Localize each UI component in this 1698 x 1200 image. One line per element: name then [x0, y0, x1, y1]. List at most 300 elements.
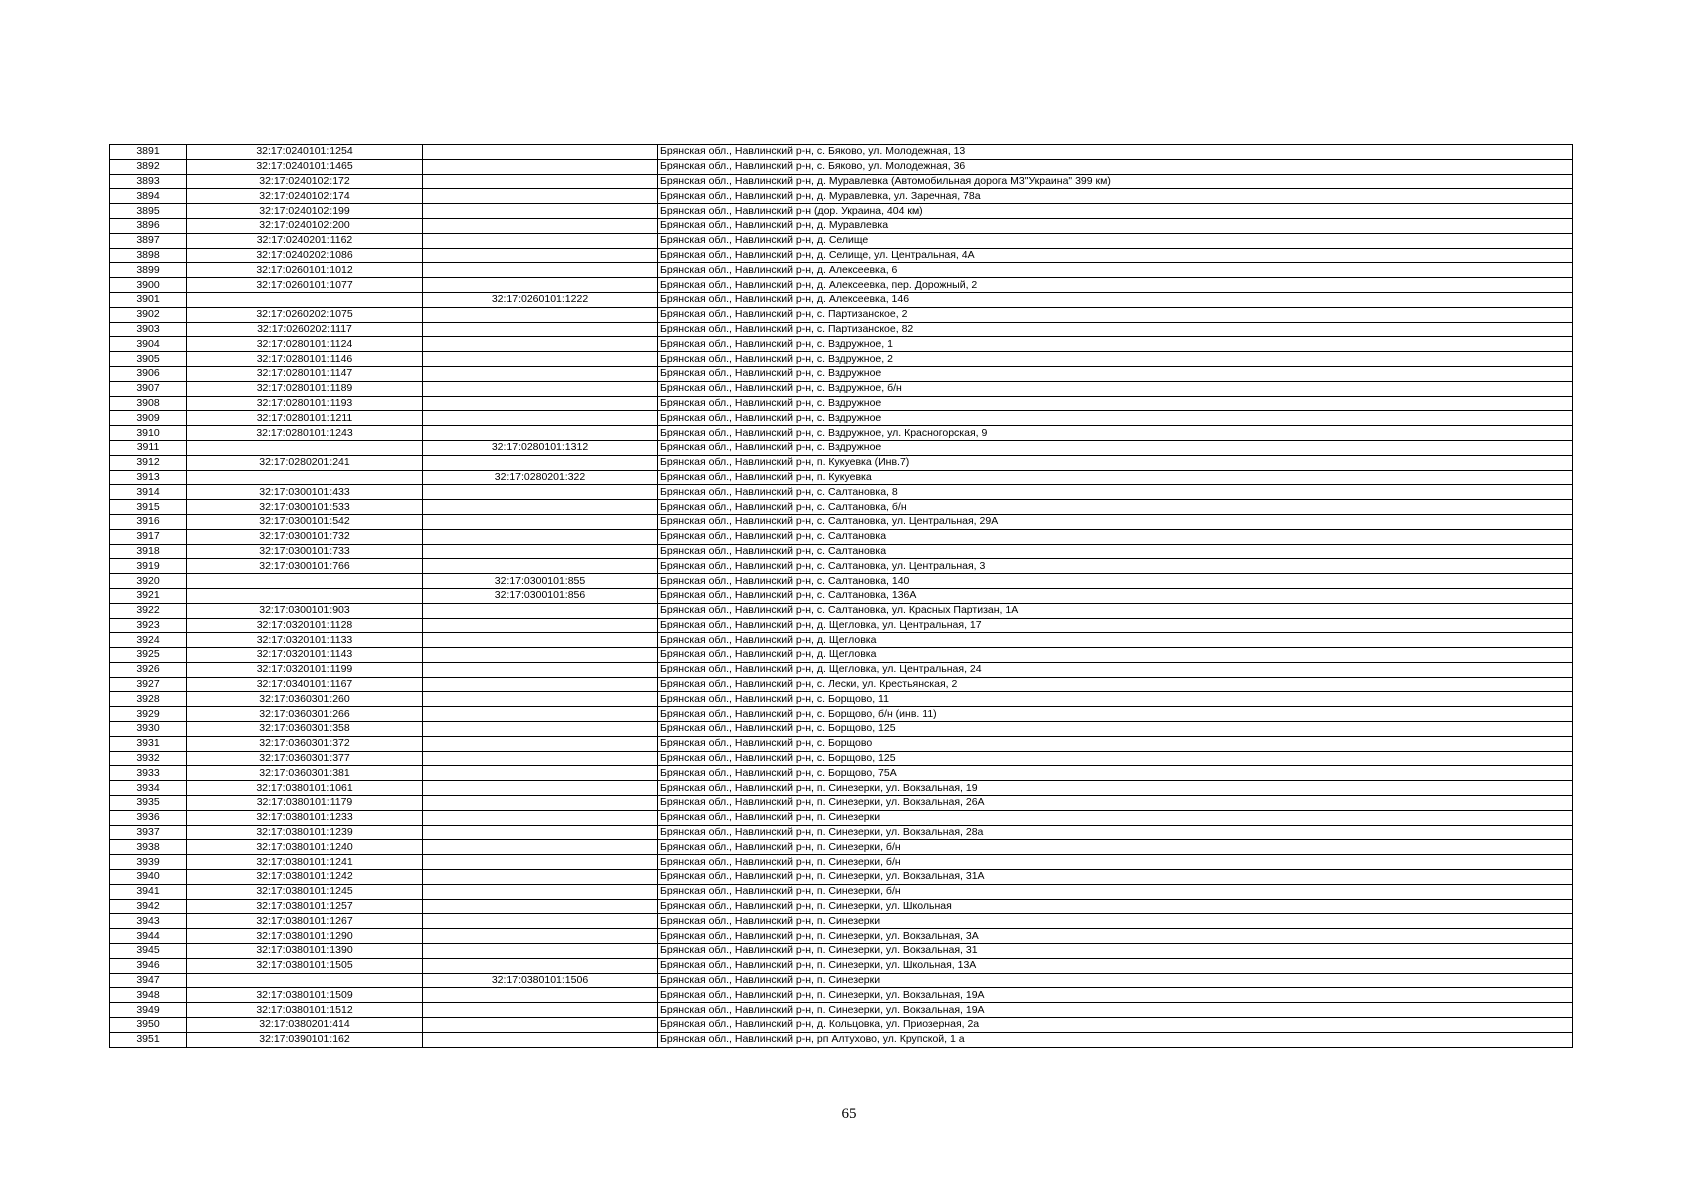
table-row	[110, 648, 1573, 663]
cadastral-number-cell: 32:17:0280101:1147	[187, 366, 423, 381]
cadastral-number-alt-cell	[423, 248, 658, 263]
cadastral-number-cell: 32:17:0280201:241	[187, 455, 423, 470]
cadastral-number-alt-cell	[423, 1003, 658, 1018]
row-number-cell: 3924	[110, 633, 187, 648]
cadastral-number-alt-cell	[423, 751, 658, 766]
table-row	[110, 855, 1573, 870]
cadastral-number-cell	[187, 574, 423, 589]
table-row	[110, 470, 1573, 485]
address-cell: Брянская обл., Навлинский р-н, с. Вздружное, 2	[658, 352, 1573, 367]
address-cell: Брянская обл., Навлинский р-н, с. Вздружное, б/н	[658, 381, 1573, 396]
address-cell: Брянская обл., Навлинский р-н, с. Вздружное	[658, 440, 1573, 455]
cadastral-number-alt-cell	[423, 529, 658, 544]
table-row	[110, 337, 1573, 352]
row-number-cell: 3944	[110, 929, 187, 944]
cadastral-number-alt-cell	[423, 944, 658, 959]
cadastral-number-cell: 32:17:0380101:1512	[187, 1003, 423, 1018]
cadastral-number-alt-cell	[423, 411, 658, 426]
cadastral-number-cell	[187, 292, 423, 307]
cadastral-number-cell: 32:17:0320101:1133	[187, 633, 423, 648]
table-row	[110, 736, 1573, 751]
table-row	[110, 603, 1573, 618]
cadastral-number-alt-cell	[423, 633, 658, 648]
row-number-cell: 3938	[110, 840, 187, 855]
cadastral-number-alt-cell	[423, 870, 658, 885]
table-row	[110, 810, 1573, 825]
row-number-cell: 3941	[110, 884, 187, 899]
cadastral-number-alt-cell	[423, 174, 658, 189]
table-row	[110, 751, 1573, 766]
cadastral-number-alt-cell	[423, 366, 658, 381]
row-number-cell: 3919	[110, 559, 187, 574]
table-row	[110, 544, 1573, 559]
address-cell: Брянская обл., Навлинский р-н, с. Салтановка, ул. Центральная, 29А	[658, 514, 1573, 529]
cadastral-number-alt-cell	[423, 825, 658, 840]
address-cell: Брянская обл., Навлинский р-н, с. Салтановка, б/н	[658, 500, 1573, 515]
row-number-cell: 3911	[110, 440, 187, 455]
cadastral-number-cell: 32:17:0380101:1242	[187, 870, 423, 885]
cadastral-number-cell: 32:17:0380101:1290	[187, 929, 423, 944]
row-number-cell: 3891	[110, 145, 187, 160]
table-row	[110, 189, 1573, 204]
address-cell: Брянская обл., Навлинский р-н, с. Салтановка, ул. Центральная, 3	[658, 559, 1573, 574]
address-cell: Брянская обл., Навлинский р-н, с. Борщово, 125	[658, 722, 1573, 737]
table-row	[110, 440, 1573, 455]
cadastral-number-alt-cell	[423, 988, 658, 1003]
row-number-cell: 3943	[110, 914, 187, 929]
address-cell: Брянская обл., Навлинский р-н, п. Синезерки, ул. Школьная	[658, 899, 1573, 914]
address-cell: Брянская обл., Навлинский р-н, д. Щегловка	[658, 648, 1573, 663]
address-cell: Брянская обл., Навлинский р-н, д. Алексеевка, пер. Дорожный, 2	[658, 278, 1573, 293]
cadastral-number-cell: 32:17:0380101:1267	[187, 914, 423, 929]
table-row	[110, 914, 1573, 929]
row-number-cell: 3906	[110, 366, 187, 381]
cadastral-number-alt-cell	[423, 677, 658, 692]
address-cell: Брянская обл., Навлинский р-н, с. Вздружное	[658, 411, 1573, 426]
cadastral-number-alt-cell	[423, 145, 658, 160]
row-number-cell: 3933	[110, 766, 187, 781]
cadastral-number-alt-cell	[423, 736, 658, 751]
table-row	[110, 455, 1573, 470]
cadastral-number-cell: 32:17:0300101:542	[187, 514, 423, 529]
address-cell: Брянская обл., Навлинский р-н, д. Муравлевка, ул. Заречная, 78а	[658, 189, 1573, 204]
cadastral-number-cell: 32:17:0380101:1390	[187, 944, 423, 959]
row-number-cell: 3923	[110, 618, 187, 633]
row-number-cell: 3905	[110, 352, 187, 367]
cadastral-number-alt-cell	[423, 692, 658, 707]
address-cell: Брянская обл., Навлинский р-н, п. Синезерки, б/н	[658, 855, 1573, 870]
cadastral-number-cell	[187, 470, 423, 485]
address-cell: Брянская обл., Навлинский р-н, с. Вздружное	[658, 396, 1573, 411]
address-cell: Брянская обл., Навлинский р-н, п. Синезерки, ул. Вокзальная, 19	[658, 781, 1573, 796]
table-row	[110, 381, 1573, 396]
row-number-cell: 3937	[110, 825, 187, 840]
cadastral-number-alt-cell	[423, 1032, 658, 1047]
address-cell: Брянская обл., Навлинский р-н, п. Синезерки, б/н	[658, 884, 1573, 899]
row-number-cell: 3898	[110, 248, 187, 263]
address-cell: Брянская обл., Навлинский р-н, с. Салтановка, 140	[658, 574, 1573, 589]
cadastral-number-alt-cell	[423, 204, 658, 219]
cadastral-number-alt-cell: 32:17:0300101:855	[423, 574, 658, 589]
cadastral-number-cell: 32:17:0380101:1505	[187, 958, 423, 973]
cadastral-number-alt-cell	[423, 322, 658, 337]
cadastral-number-alt-cell	[423, 278, 658, 293]
table-row	[110, 574, 1573, 589]
cadastral-number-alt-cell	[423, 914, 658, 929]
table-row	[110, 677, 1573, 692]
cadastral-number-cell: 32:17:0240101:1254	[187, 145, 423, 160]
cadastral-number-cell: 32:17:0340101:1167	[187, 677, 423, 692]
row-number-cell: 3922	[110, 603, 187, 618]
cadastral-number-alt-cell	[423, 781, 658, 796]
address-cell: Брянская обл., Навлинский р-н, с. Борщово, 75А	[658, 766, 1573, 781]
address-cell: Брянская обл., Навлинский р-н, с. Вздружное	[658, 366, 1573, 381]
cadastral-number-cell: 32:17:0380101:1239	[187, 825, 423, 840]
row-number-cell: 3913	[110, 470, 187, 485]
cadastral-number-cell: 32:17:0300101:766	[187, 559, 423, 574]
address-cell: Брянская обл., Навлинский р-н, п. Кукуевка (Инв.7)	[658, 455, 1573, 470]
table-row	[110, 366, 1573, 381]
row-number-cell: 3950	[110, 1018, 187, 1033]
address-cell: Брянская обл., Навлинский р-н, п. Синезерки, ул. Школьная, 13А	[658, 958, 1573, 973]
row-number-cell: 3945	[110, 944, 187, 959]
cadastral-number-cell: 32:17:0260101:1077	[187, 278, 423, 293]
row-number-cell: 3949	[110, 1003, 187, 1018]
cadastral-number-alt-cell	[423, 855, 658, 870]
address-cell: Брянская обл., Навлинский р-н, п. Синезерки	[658, 973, 1573, 988]
cadastral-number-cell: 32:17:0380101:1509	[187, 988, 423, 1003]
address-cell: Брянская обл., Навлинский р-н (дор. Украина, 404 км)	[658, 204, 1573, 219]
address-cell: Брянская обл., Навлинский р-н, с. Вздружное, 1	[658, 337, 1573, 352]
address-cell: Брянская обл., Навлинский р-н, д. Щегловка	[658, 633, 1573, 648]
row-number-cell: 3904	[110, 337, 187, 352]
table-row	[110, 145, 1573, 160]
cadastral-number-cell: 32:17:0360301:381	[187, 766, 423, 781]
table-row	[110, 944, 1573, 959]
row-number-cell: 3917	[110, 529, 187, 544]
cadastral-number-cell: 32:17:0380101:1257	[187, 899, 423, 914]
cadastral-number-cell: 32:17:0240202:1086	[187, 248, 423, 263]
cadastral-number-cell: 32:17:0300101:903	[187, 603, 423, 618]
table-row	[110, 159, 1573, 174]
cadastral-number-alt-cell	[423, 263, 658, 278]
address-cell: Брянская обл., Навлинский р-н, с. Вздружное, ул. Красногорская, 9	[658, 426, 1573, 441]
table-row	[110, 707, 1573, 722]
table-row	[110, 633, 1573, 648]
address-cell: Брянская обл., Навлинский р-н, с. Салтановка	[658, 529, 1573, 544]
cadastral-number-cell: 32:17:0360301:260	[187, 692, 423, 707]
row-number-cell: 3918	[110, 544, 187, 559]
cadastral-number-alt-cell: 32:17:0300101:856	[423, 588, 658, 603]
table-row	[110, 825, 1573, 840]
row-number-cell: 3946	[110, 958, 187, 973]
address-cell: Брянская обл., Навлинский р-н, с. Салтановка, 8	[658, 485, 1573, 500]
row-number-cell: 3948	[110, 988, 187, 1003]
cadastral-number-alt-cell	[423, 159, 658, 174]
row-number-cell: 3892	[110, 159, 187, 174]
cadastral-number-alt-cell	[423, 766, 658, 781]
cadastral-number-alt-cell	[423, 352, 658, 367]
address-cell: Брянская обл., Навлинский р-н, п. Синезерки	[658, 914, 1573, 929]
cadastral-number-cell: 32:17:0390101:162	[187, 1032, 423, 1047]
cadastral-number-cell: 32:17:0240201:1162	[187, 233, 423, 248]
address-cell: Брянская обл., Навлинский р-н, с. Салтановка, ул. Красных Партизан, 1А	[658, 603, 1573, 618]
cadastral-number-alt-cell	[423, 485, 658, 500]
row-number-cell: 3916	[110, 514, 187, 529]
cadastral-number-alt-cell	[423, 455, 658, 470]
cadastral-number-alt-cell	[423, 189, 658, 204]
row-number-cell: 3901	[110, 292, 187, 307]
property-table-body	[110, 145, 1573, 1048]
address-cell: Брянская обл., Навлинский р-н, с. Салтановка	[658, 544, 1573, 559]
address-cell: Брянская обл., Навлинский р-н, п. Синезерки, ул. Вокзальная, 3А	[658, 929, 1573, 944]
table-row	[110, 796, 1573, 811]
row-number-cell: 3902	[110, 307, 187, 322]
cadastral-number-alt-cell	[423, 218, 658, 233]
table-row	[110, 958, 1573, 973]
cadastral-number-cell: 32:17:0260101:1012	[187, 263, 423, 278]
address-cell: Брянская обл., Навлинский р-н, с. Партизанское, 82	[658, 322, 1573, 337]
cadastral-number-alt-cell	[423, 810, 658, 825]
table-row	[110, 248, 1573, 263]
address-cell: Брянская обл., Навлинский р-н, с. Партизанское, 2	[658, 307, 1573, 322]
table-row	[110, 500, 1573, 515]
cadastral-number-cell: 32:17:0280101:1211	[187, 411, 423, 426]
cadastral-number-cell: 32:17:0300101:533	[187, 500, 423, 515]
row-number-cell: 3914	[110, 485, 187, 500]
table-row	[110, 514, 1573, 529]
row-number-cell: 3893	[110, 174, 187, 189]
cadastral-number-cell: 32:17:0240102:172	[187, 174, 423, 189]
row-number-cell: 3951	[110, 1032, 187, 1047]
cadastral-number-alt-cell: 32:17:0280101:1312	[423, 440, 658, 455]
table-row	[110, 840, 1573, 855]
table-row	[110, 662, 1573, 677]
cadastral-number-alt-cell	[423, 618, 658, 633]
row-number-cell: 3915	[110, 500, 187, 515]
address-cell: Брянская обл., Навлинский р-н, п. Синезерки, ул. Вокзальная, 31А	[658, 870, 1573, 885]
cadastral-number-cell	[187, 588, 423, 603]
table-row	[110, 618, 1573, 633]
property-table	[109, 144, 1573, 1048]
row-number-cell: 3899	[110, 263, 187, 278]
cadastral-number-cell: 32:17:0240102:174	[187, 189, 423, 204]
row-number-cell: 3936	[110, 810, 187, 825]
address-cell: Брянская обл., Навлинский р-н, п. Синезерки, ул. Вокзальная, 26А	[658, 796, 1573, 811]
table-row	[110, 204, 1573, 219]
table-row	[110, 692, 1573, 707]
cadastral-number-cell: 32:17:0300101:733	[187, 544, 423, 559]
address-cell: Брянская обл., Навлинский р-н, с. Борщово, б/н (инв. 11)	[658, 707, 1573, 722]
cadastral-number-alt-cell	[423, 958, 658, 973]
cadastral-number-alt-cell	[423, 500, 658, 515]
table-row	[110, 781, 1573, 796]
cadastral-number-cell: 32:17:0380101:1245	[187, 884, 423, 899]
table-row	[110, 1003, 1573, 1018]
cadastral-number-alt-cell	[423, 648, 658, 663]
cadastral-number-alt-cell	[423, 1018, 658, 1033]
cadastral-number-cell: 32:17:0300101:732	[187, 529, 423, 544]
cadastral-number-cell: 32:17:0360301:358	[187, 722, 423, 737]
cadastral-number-cell: 32:17:0280101:1193	[187, 396, 423, 411]
cadastral-number-cell: 32:17:0360301:377	[187, 751, 423, 766]
cadastral-number-cell: 32:17:0380201:414	[187, 1018, 423, 1033]
address-cell: Брянская обл., Навлинский р-н, п. Синезерки	[658, 810, 1573, 825]
row-number-cell: 3925	[110, 648, 187, 663]
cadastral-number-alt-cell	[423, 929, 658, 944]
table-row	[110, 292, 1573, 307]
cadastral-number-cell: 32:17:0280101:1189	[187, 381, 423, 396]
row-number-cell: 3931	[110, 736, 187, 751]
cadastral-number-alt-cell	[423, 662, 658, 677]
address-cell: Брянская обл., Навлинский р-н, п. Синезерки, ул. Вокзальная, 28а	[658, 825, 1573, 840]
address-cell: Брянская обл., Навлинский р-н, д. Щегловка, ул. Центральная, 17	[658, 618, 1573, 633]
table-row	[110, 588, 1573, 603]
row-number-cell: 3928	[110, 692, 187, 707]
cadastral-number-cell: 32:17:0300101:433	[187, 485, 423, 500]
cadastral-number-alt-cell	[423, 884, 658, 899]
row-number-cell: 3940	[110, 870, 187, 885]
address-cell: Брянская обл., Навлинский р-н, с. Борщово	[658, 736, 1573, 751]
row-number-cell: 3942	[110, 899, 187, 914]
address-cell: Брянская обл., Навлинский р-н, с. Борщово, 11	[658, 692, 1573, 707]
row-number-cell: 3927	[110, 677, 187, 692]
table-row	[110, 929, 1573, 944]
row-number-cell: 3897	[110, 233, 187, 248]
table-row	[110, 218, 1573, 233]
address-cell: Брянская обл., Навлинский р-н, п. Синезерки, ул. Вокзальная, 31	[658, 944, 1573, 959]
cadastral-number-alt-cell	[423, 307, 658, 322]
table-row	[110, 899, 1573, 914]
table-row	[110, 263, 1573, 278]
row-number-cell: 3903	[110, 322, 187, 337]
cadastral-number-cell: 32:17:0380101:1240	[187, 840, 423, 855]
table-row	[110, 1032, 1573, 1047]
table-row	[110, 1018, 1573, 1033]
cadastral-number-cell: 32:17:0240102:200	[187, 218, 423, 233]
cadastral-number-cell: 32:17:0380101:1233	[187, 810, 423, 825]
address-cell: Брянская обл., Навлинский р-н, д. Муравлевка	[658, 218, 1573, 233]
row-number-cell: 3896	[110, 218, 187, 233]
table-row	[110, 426, 1573, 441]
cadastral-number-alt-cell	[423, 337, 658, 352]
cadastral-number-alt-cell	[423, 514, 658, 529]
table-row	[110, 411, 1573, 426]
row-number-cell: 3909	[110, 411, 187, 426]
table-row	[110, 174, 1573, 189]
row-number-cell: 3908	[110, 396, 187, 411]
address-cell: Брянская обл., Навлинский р-н, с. Салтановка, 136А	[658, 588, 1573, 603]
cadastral-number-alt-cell: 32:17:0280201:322	[423, 470, 658, 485]
cadastral-number-cell: 32:17:0240101:1465	[187, 159, 423, 174]
cadastral-number-alt-cell	[423, 544, 658, 559]
cadastral-number-cell: 32:17:0320101:1128	[187, 618, 423, 633]
row-number-cell: 3934	[110, 781, 187, 796]
cadastral-number-cell: 32:17:0260202:1075	[187, 307, 423, 322]
cadastral-number-alt-cell	[423, 233, 658, 248]
cadastral-number-cell: 32:17:0280101:1124	[187, 337, 423, 352]
address-cell: Брянская обл., Навлинский р-н, д. Алексеевка, 146	[658, 292, 1573, 307]
address-cell: Брянская обл., Навлинский р-н, с. Бяково, ул. Молодежная, 13	[658, 145, 1573, 160]
row-number-cell: 3910	[110, 426, 187, 441]
cadastral-number-alt-cell	[423, 396, 658, 411]
address-cell: Брянская обл., Навлинский р-н, с. Лески, ул. Крестьянская, 2	[658, 677, 1573, 692]
table-row	[110, 884, 1573, 899]
address-cell: Брянская обл., Навлинский р-н, п. Синезерки, ул. Вокзальная, 19А	[658, 1003, 1573, 1018]
row-number-cell: 3921	[110, 588, 187, 603]
cadastral-number-alt-cell	[423, 603, 658, 618]
table-row	[110, 766, 1573, 781]
table-row	[110, 307, 1573, 322]
row-number-cell: 3895	[110, 204, 187, 219]
cadastral-number-alt-cell	[423, 426, 658, 441]
cadastral-number-cell: 32:17:0380101:1179	[187, 796, 423, 811]
address-cell: Брянская обл., Навлинский р-н, д. Алексеевка, 6	[658, 263, 1573, 278]
table-row	[110, 973, 1573, 988]
table-row	[110, 278, 1573, 293]
table-row	[110, 529, 1573, 544]
table-row	[110, 322, 1573, 337]
address-cell: Брянская обл., Навлинский р-н, д. Селище, ул. Центральная, 4А	[658, 248, 1573, 263]
cadastral-number-alt-cell	[423, 722, 658, 737]
address-cell: Брянская обл., Навлинский р-н, д. Щегловка, ул. Центральная, 24	[658, 662, 1573, 677]
table-row	[110, 485, 1573, 500]
cadastral-number-alt-cell	[423, 381, 658, 396]
table-row	[110, 559, 1573, 574]
cadastral-number-alt-cell	[423, 796, 658, 811]
cadastral-number-cell: 32:17:0380101:1241	[187, 855, 423, 870]
table-row	[110, 233, 1573, 248]
cadastral-number-cell	[187, 440, 423, 455]
page-number: 65	[841, 1106, 857, 1122]
cadastral-number-alt-cell	[423, 840, 658, 855]
row-number-cell: 3932	[110, 751, 187, 766]
row-number-cell: 3935	[110, 796, 187, 811]
cadastral-number-cell: 32:17:0320101:1199	[187, 662, 423, 677]
table-row	[110, 870, 1573, 885]
address-cell: Брянская обл., Навлинский р-н, с. Борщово, 125	[658, 751, 1573, 766]
address-cell: Брянская обл., Навлинский р-н, д. Селище	[658, 233, 1573, 248]
row-number-cell: 3929	[110, 707, 187, 722]
cadastral-number-alt-cell: 32:17:0260101:1222	[423, 292, 658, 307]
cadastral-number-cell: 32:17:0360301:266	[187, 707, 423, 722]
address-cell: Брянская обл., Навлинский р-н, рп Алтухово, ул. Крупской, 1 а	[658, 1032, 1573, 1047]
cadastral-number-cell: 32:17:0320101:1143	[187, 648, 423, 663]
row-number-cell: 3939	[110, 855, 187, 870]
cadastral-number-cell: 32:17:0380101:1061	[187, 781, 423, 796]
cadastral-number-cell	[187, 973, 423, 988]
address-cell: Брянская обл., Навлинский р-н, с. Бяково, ул. Молодежная, 36	[658, 159, 1573, 174]
address-cell: Брянская обл., Навлинский р-н, д. Муравлевка (Автомобильная дорога М3"Украина" 399 км)	[658, 174, 1573, 189]
row-number-cell: 3894	[110, 189, 187, 204]
cadastral-number-cell: 32:17:0260202:1117	[187, 322, 423, 337]
row-number-cell: 3900	[110, 278, 187, 293]
cadastral-number-cell: 32:17:0360301:372	[187, 736, 423, 751]
table-row	[110, 396, 1573, 411]
table-row	[110, 988, 1573, 1003]
cadastral-number-cell: 32:17:0280101:1243	[187, 426, 423, 441]
cadastral-number-alt-cell: 32:17:0380101:1506	[423, 973, 658, 988]
cadastral-number-alt-cell	[423, 899, 658, 914]
cadastral-number-cell: 32:17:0240102:199	[187, 204, 423, 219]
row-number-cell: 3947	[110, 973, 187, 988]
address-cell: Брянская обл., Навлинский р-н, п. Кукуевка	[658, 470, 1573, 485]
address-cell: Брянская обл., Навлинский р-н, д. Кольцовка, ул. Приозерная, 2а	[658, 1018, 1573, 1033]
table-row	[110, 352, 1573, 367]
row-number-cell: 3930	[110, 722, 187, 737]
cadastral-number-alt-cell	[423, 559, 658, 574]
cadastral-number-cell: 32:17:0280101:1146	[187, 352, 423, 367]
